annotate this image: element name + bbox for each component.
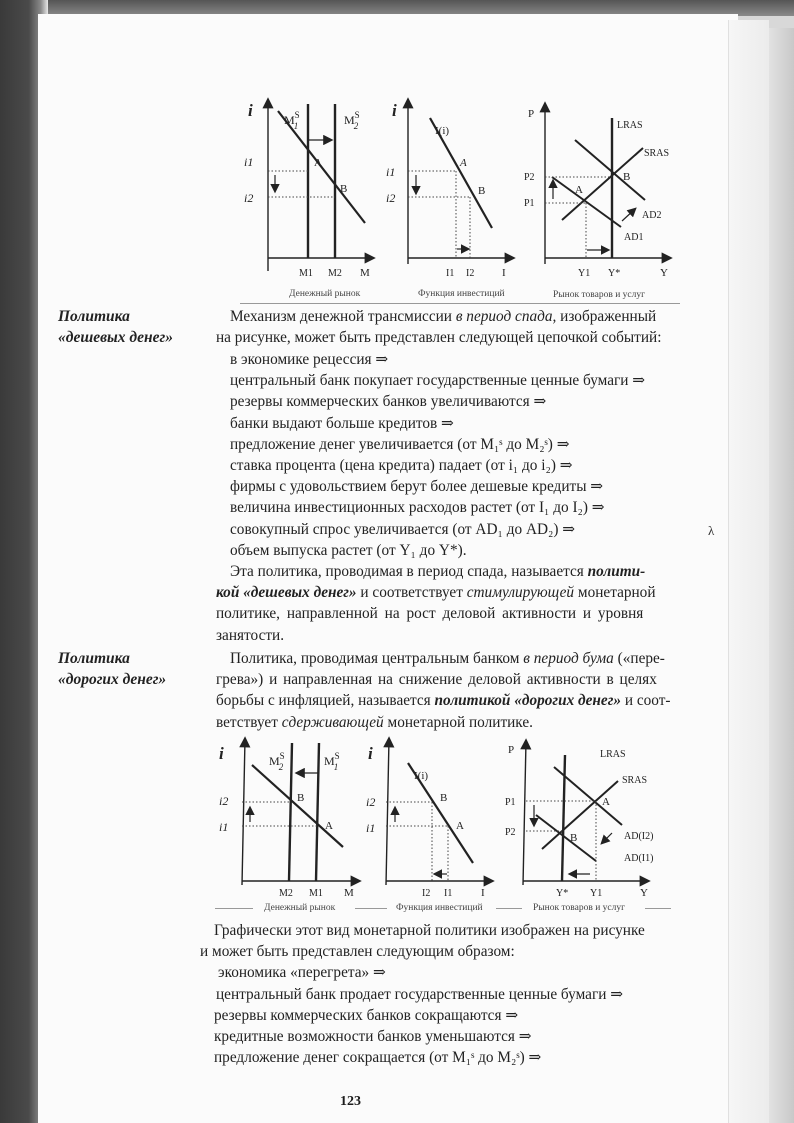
caption-money-market-top: Денежный рынок — [289, 289, 361, 299]
y-tick-i2: i2 — [244, 191, 254, 205]
chain-step: резервы коммерческих банков увеличиваются ⇒ — [230, 393, 547, 411]
point-b: B — [623, 171, 631, 183]
chain-step: ставка процента (цена кредита) падает (от i₁ до i₂) ⇒ — [230, 457, 573, 475]
cheap-money-intro — [216, 306, 682, 348]
sras-label: SRAS — [644, 148, 670, 159]
stray-mark: λ — [708, 523, 715, 538]
point-b: B — [570, 832, 578, 844]
x-tick-I2: I2 — [466, 268, 475, 279]
ad-shift-arrow — [602, 833, 612, 843]
chain-step: предложение денег сокращается (от M₁ˢ до M₂ˢ) ⇒ — [214, 1049, 542, 1067]
chain-step: предложение денег увеличивается (от M₁ˢ до M₂ˢ) ⇒ — [230, 435, 570, 453]
closing-line-2: и может быть представлен следующим образом: — [200, 943, 515, 961]
x-axis-label: I — [502, 267, 506, 279]
lras-label: LRAS — [600, 749, 626, 760]
investment-top-svg — [378, 96, 523, 286]
figure-rule-bottom-3 — [496, 908, 522, 909]
chain-step: центральный банк покупает государственные ценные бумаги ⇒ — [230, 372, 646, 390]
ad-i1-curve — [536, 815, 596, 861]
chain-step: экономика «перегрета» ⇒ — [218, 964, 386, 982]
point-a: A — [456, 820, 464, 832]
dear-line-4: ветствует сдерживающей монетарной политике. — [216, 713, 533, 731]
y-tick-i1: i1 — [366, 821, 376, 835]
dear-line-2: грева») и направленная на снижение деловой активности в целях — [216, 671, 657, 689]
ad-i2-label: AD(I2) — [624, 831, 654, 842]
x-tick-y1: Y1 — [590, 888, 603, 899]
x-tick-m1: M1 — [309, 888, 323, 899]
supply-label-1: $M^S$ 1 — [284, 110, 300, 131]
x-tick-m2: M2 — [279, 888, 293, 899]
y-tick-i2: i2 — [386, 191, 396, 205]
figure-investment-bottom — [358, 735, 503, 905]
goods-market-top-svg — [520, 100, 695, 285]
dear-money-paragraph — [216, 648, 682, 733]
caption-investment-top: Функция инвестиций — [418, 289, 505, 299]
ad2-label: AD2 — [642, 210, 662, 221]
x-axis-label: I — [481, 887, 485, 899]
chain-step: центральный банк продает государственные ценные бумаги ⇒ — [216, 985, 624, 1003]
summary-line-4: занятости. — [216, 626, 285, 644]
figure-money-market-bottom — [205, 735, 365, 905]
margin-title-line-2: «дешевых денег» — [58, 329, 173, 346]
figure-goods-market-bottom — [500, 735, 690, 905]
chain-step: резервы коммерческих банков сокращаются ⇒ — [214, 1006, 519, 1024]
dear-line-1: Политика, проводимая центральным банком в период бума («пере- — [230, 650, 665, 667]
chain-step: объем выпуска растет (от Y₁ до Y*). — [230, 541, 467, 559]
y-tick-p2: P2 — [524, 172, 535, 183]
y-tick-p2: P2 — [505, 827, 516, 838]
summary-line-1: Эта политика, проводимая в период спада, называется полити- — [230, 563, 646, 580]
y-tick-i2: i2 — [366, 795, 376, 809]
margin-title-line-1: Политика — [58, 308, 130, 325]
caption-goods-market-bottom: Рынок товаров и услуг — [533, 903, 626, 913]
y-axis — [242, 739, 245, 885]
point-b: B — [340, 183, 348, 195]
curve-label: I(i) — [435, 125, 450, 137]
margin-title-line-1: Политика — [58, 650, 130, 667]
intro-line-1: Механизм денежной трансмиссии в период спада, изображенный — [230, 308, 657, 325]
y-axis-label: P — [528, 108, 535, 120]
y-tick-i2: i2 — [219, 794, 229, 808]
figure-rule-bottom-1 — [215, 908, 253, 909]
x-axis-label: M — [360, 267, 370, 279]
x-tick-m1: M1 — [299, 268, 313, 279]
figure-goods-market-top — [520, 100, 695, 290]
point-b: B — [478, 185, 486, 197]
curve-label: I(i) — [414, 770, 429, 782]
figure-rule-bottom-4 — [645, 908, 671, 909]
y-axis-label: i — [392, 101, 397, 120]
figure-investment-top — [378, 96, 523, 291]
x-axis-label: Y — [640, 887, 648, 899]
chain-step: фирмы с удовольствием берут более дешевые кредиты ⇒ — [230, 478, 604, 496]
chain-step: величина инвестиционных расходов растет (от I₁ до I₂) ⇒ — [230, 499, 605, 517]
y-axis-label: i — [368, 744, 373, 763]
margin-title-dear-money — [58, 648, 166, 690]
caption-goods-market-top: Рынок товаров и услуг — [553, 290, 646, 300]
chain-step: в экономике рецессия ⇒ — [230, 351, 389, 368]
x-tick-ystar: Y* — [608, 268, 621, 279]
x-tick-I1: I1 — [446, 268, 455, 279]
y-tick-i1: i1 — [386, 165, 396, 179]
money-market-top-svg — [228, 96, 378, 286]
point-a: A — [575, 184, 583, 196]
supply-curve-2 — [289, 743, 292, 881]
point-a: A — [460, 157, 467, 169]
summary-line-2: кой «дешевых денег» и соответствует стимулирующей монетарной — [216, 584, 656, 602]
sras-label: SRAS — [622, 775, 648, 786]
y-axis-label: i — [219, 744, 224, 763]
chain-step: совокупный спрос увеличивается (от AD₁ до AD₂) ⇒ — [230, 520, 576, 538]
chain-step: кредитные возможности банков уменьшаются ⇒ — [214, 1028, 532, 1046]
ad-i1-label: AD(I1) — [624, 853, 654, 864]
page-edge — [728, 20, 769, 1123]
cheap-money-chain — [230, 349, 645, 561]
figure-money-market-top — [228, 96, 378, 291]
intro-line-2: на рисунке, может быть представлен следующей цепочкой событий: — [216, 329, 662, 347]
demand-curve — [252, 765, 343, 847]
y-tick-p1: P1 — [524, 198, 535, 209]
figure-rule-top — [240, 303, 680, 304]
supply-label-2: $M^S$ 2 — [269, 751, 285, 772]
x-axis-label: Y — [660, 267, 668, 279]
supply-curve-1 — [316, 743, 319, 881]
dear-line-3: борьбы с инфляцией, называется политикой «дорогих денег» и соот- — [216, 692, 671, 710]
chain-step: банки выдают больше кредитов ⇒ — [230, 414, 454, 432]
x-tick-I2: I2 — [422, 888, 431, 899]
y-tick-p1: P1 — [505, 797, 516, 808]
cheap-money-summary — [216, 561, 682, 646]
x-axis-label: M — [344, 887, 354, 899]
caption-investment-bottom: Функция инвестиций — [396, 903, 483, 913]
point-a: A — [602, 796, 610, 808]
point-a: A — [325, 820, 333, 832]
y-axis-label: i — [248, 101, 253, 120]
caption-money-market-bottom: Денежный рынок — [264, 903, 336, 913]
margin-title-cheap-money — [58, 306, 173, 348]
x-tick-I1: I1 — [444, 888, 453, 899]
closing-block — [200, 920, 680, 1068]
summary-line-3: политике, направленной на рост деловой активности и уровня — [216, 605, 644, 623]
y-tick-i1: i1 — [219, 820, 229, 834]
figure-rule-bottom-2 — [355, 908, 387, 909]
supply-label-1: $M^S$ 1 — [324, 751, 340, 772]
x-tick-y1: Y1 — [578, 268, 591, 279]
y-tick-i1: i1 — [244, 155, 254, 169]
point-a: A — [314, 157, 322, 169]
scan-border-right — [765, 28, 794, 1123]
supply-label-2: $M^S$ 2 — [344, 110, 360, 131]
goods-market-bottom-svg — [500, 735, 690, 900]
lras-label: LRAS — [617, 120, 643, 131]
point-b: B — [440, 792, 448, 804]
closing-line-1: Графически этот вид монетарной политики изображен на рисунке — [214, 922, 645, 939]
y-axis-label: P — [508, 744, 515, 756]
ad2-curve — [575, 140, 645, 200]
x-tick-m2: M2 — [328, 268, 342, 279]
point-b: B — [297, 792, 305, 804]
ad1-label: AD1 — [624, 232, 644, 243]
ad-shift-arrow — [622, 209, 635, 221]
investment-bottom-svg — [358, 735, 503, 900]
y-axis — [523, 741, 526, 885]
page-number: 123 — [340, 1094, 361, 1109]
y-axis — [386, 739, 389, 885]
margin-title-line-2: «дорогих денег» — [58, 671, 167, 688]
money-market-bottom-svg — [205, 735, 365, 900]
x-tick-ystar: Y* — [556, 888, 569, 899]
